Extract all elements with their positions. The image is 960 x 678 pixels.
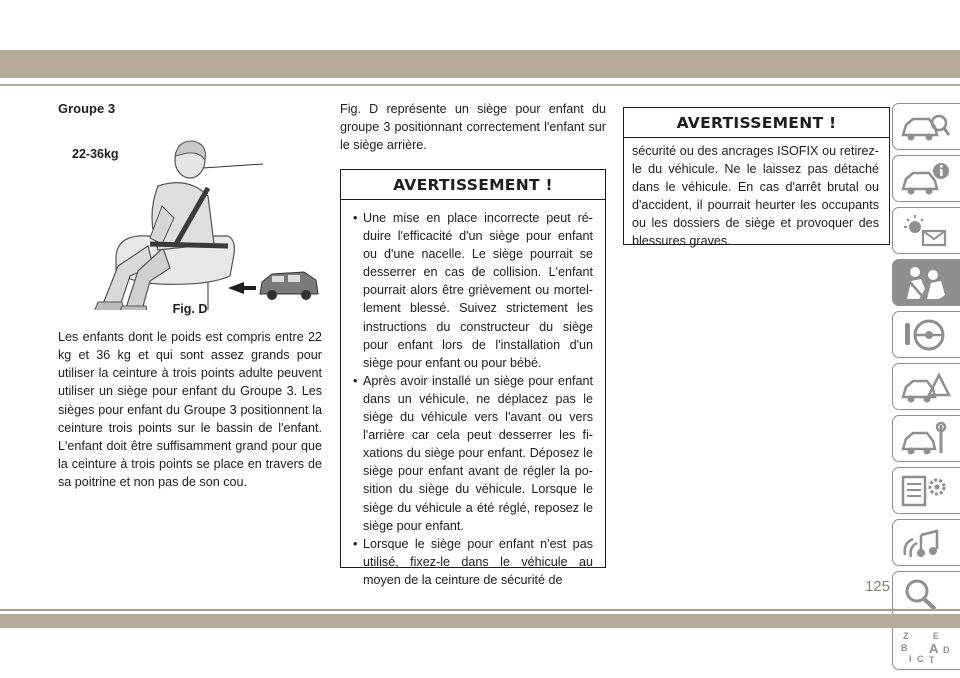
tab-multimedia[interactable] (892, 519, 960, 566)
intro-paragraph: Fig. D représente un siège pour enfant du groupe 3 positionnant correctement l'enfant sur le siège arrière. (340, 102, 606, 153)
header-rule (0, 84, 960, 86)
car-magnifier-icon (899, 109, 951, 145)
search-icon (899, 577, 951, 613)
tab-warning-lights[interactable] (892, 207, 960, 254)
section-heading: Groupe 3 (58, 101, 116, 116)
seatbelt-airbag-icon (899, 265, 951, 301)
svg-text:C: C (917, 654, 924, 664)
svg-text:B: B (901, 643, 908, 653)
svg-text:E: E (933, 631, 940, 641)
multimedia-music-icon (899, 525, 951, 561)
tab-car-magnifier[interactable] (892, 103, 960, 150)
svg-text:D: D (943, 645, 950, 655)
checklist-gear-icon (899, 473, 951, 509)
warning-continuation: sécurité ou des ancrages ISOFIX ou retirez-le du véhicule. Ne le laissez pas détaché dans le véhicule. En cas d'arrêt brutal ou d'accident, il pourrait heurter les occupants ou les dossiers de siège et provoquer des blessures graves. (632, 144, 879, 249)
warning-title: AVERTISSEMENT ! (341, 170, 605, 200)
page-number: 125 (864, 578, 890, 595)
car-hazard-icon (899, 369, 951, 405)
figure-caption: Fig. D (172, 302, 208, 317)
column-left (58, 100, 322, 491)
tab-technical-specs[interactable] (892, 467, 960, 514)
figure-child-seat (58, 126, 322, 310)
steering-key-icon (899, 317, 951, 353)
tab-safety[interactable] (892, 259, 960, 306)
header-band (0, 50, 960, 78)
tab-car-info[interactable] (892, 155, 960, 202)
alphabet-index-icon (899, 629, 951, 665)
tab-emergency[interactable] (892, 363, 960, 410)
tab-starting-driving[interactable] (892, 311, 960, 358)
svg-text:A: A (929, 641, 939, 656)
car-wrench-icon (899, 421, 951, 457)
warning-box (340, 169, 606, 587)
body-paragraph: Les enfants dont le poids est compris entre 22 kg et 36 kg et qui sont assez grands pour utiliser la ceinture à trois points adulte peuvent utiliser un siège pour enfant du Groupe 3. Les sièges pour enfant du Groupe 3 positionnent la ceinture trois points sur le bassin de l'enfant. L'enfant doit être suffisamment grand pour que la ceinture à trois points se place en travers de sa poitrine et non pas de son cou. (58, 330, 322, 489)
warning-box-continued (623, 107, 890, 249)
svg-text:T: T (929, 655, 935, 665)
child-booster-seat-illustration (58, 126, 322, 310)
warning-light-envelope-icon (899, 213, 951, 249)
tab-servicing[interactable] (892, 415, 960, 462)
car-info-icon (899, 161, 951, 197)
svg-text:Z: Z (903, 631, 909, 641)
warning-item: • Une mise en place incorrecte peut ré-duire l'efficacité d'un siège pour enfant ou d'une nacelle. Le siège pourrait se desserrer en cas de collision. L'enfant pourrait alors être grièvement ou mortel-lement blessé. Suivez strictement les instructions du constructeur du siège pour enfant lors de l'installation d'un siège pour enfant ou pour bébé. (353, 209, 593, 372)
svg-text:I: I (909, 654, 912, 664)
chapter-tabs (892, 103, 960, 675)
warning-item: • Lorsque le siège pour enfant n'est pas utilisé, fixez-le dans le véhicule au moyen de la ceinture de sécurité de (353, 535, 593, 589)
warning-title: AVERTISSEMENT ! (624, 108, 889, 138)
warning-item: • Après avoir installé un siège pour enfant dans un véhicule, ne déplacez pas le siège du véhicule vers l'avant ou vers l'arrière car cela peut desserrer les fi-xations du siège pour enfant. Déposez le siège pour enfant avant de régler la po-sition du siège du véhicule. Lorsque le siège du véhicule a été réglé, reposez le siège pour enfant. (353, 372, 593, 535)
column-middle (340, 100, 606, 154)
tab-alphabetical-index[interactable] (892, 623, 960, 670)
footer-band (0, 614, 960, 628)
weight-label: 22-36kg (72, 147, 119, 162)
warning-list (353, 209, 593, 589)
footer-rule (0, 609, 960, 611)
